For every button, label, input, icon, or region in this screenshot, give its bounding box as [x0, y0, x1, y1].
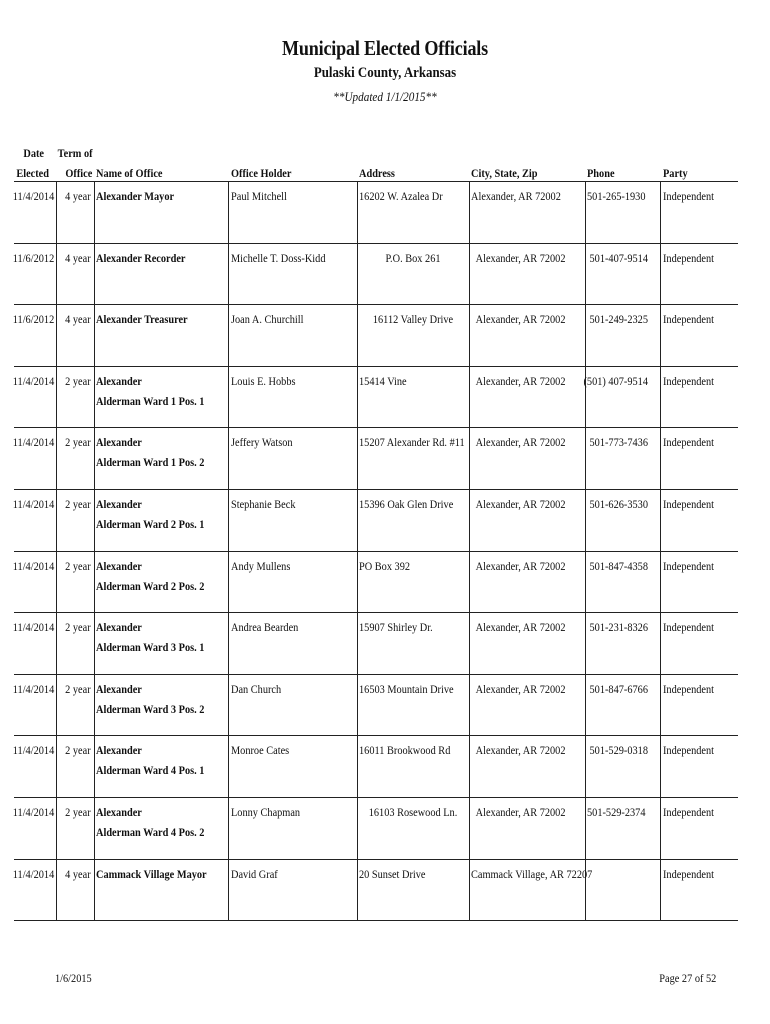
city-state-zip: Alexander, AR 72002: [476, 558, 566, 573]
column-divider: [357, 305, 358, 367]
office-name: Alexander: [96, 373, 142, 388]
column-divider: [56, 613, 57, 675]
column-divider: [585, 244, 586, 306]
office-name: Alexander Treasurer: [96, 312, 188, 327]
column-divider: [228, 367, 229, 429]
term-of-office: 2 year: [65, 620, 91, 635]
column-divider: [357, 182, 358, 244]
column-divider: [228, 860, 229, 922]
column-divider: [660, 244, 661, 306]
date-elected: 11/6/2012: [12, 312, 54, 327]
column-divider: [469, 613, 470, 675]
column-divider: [94, 367, 95, 429]
column-divider: [357, 736, 358, 798]
party: Independent: [663, 435, 715, 450]
office-holder: Joan A. Churchill: [231, 312, 304, 327]
column-divider: [469, 182, 470, 244]
updated-note: **Updated 1/1/2015**: [333, 89, 437, 104]
city-state-zip: Alexander, AR 72002: [476, 743, 566, 758]
column-divider: [56, 860, 57, 922]
column-divider: [585, 490, 586, 552]
office-holder: Dan Church: [231, 681, 282, 696]
column-divider: [660, 428, 661, 490]
phone: 501-529-0318: [589, 743, 648, 758]
term-of-office: 4 year: [65, 866, 91, 881]
column-divider: [357, 552, 358, 614]
phone: (501) 407-9514: [583, 373, 648, 388]
table-row: [0, 182, 770, 244]
column-divider: [357, 490, 358, 552]
phone: 501-773-7436: [589, 435, 648, 450]
address: 15907 Shirley Dr.: [359, 620, 433, 635]
column-divider: [56, 305, 57, 367]
office-holder: David Graf: [231, 866, 278, 881]
column-divider: [56, 182, 57, 244]
city-state-zip: Alexander, AR 72002: [476, 681, 566, 696]
date-elected: 11/4/2014: [12, 866, 54, 881]
column-divider: [228, 182, 229, 244]
column-divider: [585, 675, 586, 737]
party: Independent: [663, 681, 715, 696]
document-title: Municipal Elected Officials: [281, 36, 489, 60]
address: PO Box 392: [359, 558, 411, 573]
column-divider: [660, 675, 661, 737]
column-divider: [228, 675, 229, 737]
office-name-line2: Alderman Ward 4 Pos. 1: [96, 763, 205, 778]
column-divider: [469, 428, 470, 490]
column-divider: [94, 305, 95, 367]
city-state-zip: Alexander, AR 72002: [476, 250, 566, 265]
office-name-line2: Alderman Ward 4 Pos. 2: [96, 825, 205, 839]
phone: 501-407-9514: [589, 250, 648, 265]
date-elected: 11/4/2014: [12, 189, 54, 203]
term-of-office: 4 year: [65, 250, 91, 265]
column-divider: [56, 367, 57, 429]
office-name: Cammack Village Mayor: [96, 866, 207, 881]
column-divider: [94, 613, 95, 675]
column-divider: [94, 244, 95, 306]
office-name-line2: Alderman Ward 2 Pos. 1: [96, 517, 205, 531]
office-holder: Jeffery Watson: [231, 435, 293, 450]
office-name-line2: Alderman Ward 3 Pos. 2: [96, 701, 205, 716]
column-divider: [94, 798, 95, 860]
party: Independent: [663, 620, 715, 635]
date-elected: 11/4/2014: [12, 620, 54, 635]
phone: 501-847-4358: [589, 558, 648, 573]
party: Independent: [663, 805, 715, 819]
address: 20 Sunset Drive: [359, 866, 426, 881]
column-divider: [56, 675, 57, 737]
city-state-zip: Alexander, AR 72002: [476, 620, 566, 635]
column-divider: [660, 367, 661, 429]
header-date-line1: Date: [23, 146, 44, 160]
city-state-zip: Cammack Village, AR 72207: [471, 866, 593, 881]
column-divider: [585, 552, 586, 614]
party: Independent: [663, 497, 715, 511]
office-name-line2: Alderman Ward 3 Pos. 1: [96, 640, 205, 655]
header-term-line2: Office: [65, 166, 92, 180]
column-divider: [660, 305, 661, 367]
address: 15414 Vine: [359, 373, 407, 388]
date-elected: 11/4/2014: [12, 805, 54, 819]
date-elected: 11/4/2014: [12, 373, 54, 388]
phone: 501-231-8326: [589, 620, 648, 635]
column-divider: [357, 613, 358, 675]
office-name: Alexander: [96, 805, 142, 819]
column-divider: [660, 798, 661, 860]
column-divider: [94, 552, 95, 614]
column-divider: [660, 490, 661, 552]
column-divider: [585, 736, 586, 798]
column-divider: [228, 613, 229, 675]
office-holder: Stephanie Beck: [231, 497, 296, 511]
party: Independent: [663, 312, 715, 327]
party: Independent: [663, 250, 715, 265]
table-row: [0, 244, 770, 306]
address: 16503 Mountain Drive: [359, 681, 454, 696]
office-name-line2: Alderman Ward 2 Pos. 2: [96, 578, 205, 593]
table-row: [0, 367, 770, 429]
column-divider: [660, 736, 661, 798]
column-divider: [357, 675, 358, 737]
column-divider: [56, 552, 57, 614]
party: Independent: [663, 866, 715, 881]
header-address: Address: [359, 166, 395, 180]
document-subtitle: Pulaski County, Arkansas: [313, 65, 457, 81]
address: 15207 Alexander Rd. #11: [359, 435, 465, 450]
date-elected: 11/4/2014: [12, 435, 54, 450]
date-elected: 11/4/2014: [12, 558, 54, 573]
column-divider: [469, 552, 470, 614]
column-divider: [228, 244, 229, 306]
party: Independent: [663, 189, 715, 203]
address: 16011 Brookwood Rd: [359, 743, 451, 758]
column-divider: [357, 860, 358, 922]
column-divider: [228, 798, 229, 860]
table-row: [0, 675, 770, 737]
column-divider: [585, 182, 586, 244]
column-divider: [585, 428, 586, 490]
column-divider: [56, 736, 57, 798]
table-row: [0, 490, 770, 552]
city-state-zip: Alexander, AR 72002: [476, 805, 566, 819]
office-name: Alexander: [96, 743, 142, 758]
address: 16202 W. Azalea Dr: [359, 189, 443, 203]
table-row: [0, 736, 770, 798]
term-of-office: 2 year: [65, 497, 91, 511]
column-divider: [357, 428, 358, 490]
column-divider: [94, 182, 95, 244]
header-date-line2: Elected: [16, 166, 49, 180]
footer-date: 1/6/2015: [55, 971, 92, 985]
column-divider: [56, 490, 57, 552]
column-divider: [660, 860, 661, 922]
city-state-zip: Alexander, AR 72002: [476, 312, 566, 327]
phone: 501-626-3530: [589, 497, 648, 511]
office-holder: Lonny Chapman: [231, 805, 301, 819]
column-divider: [469, 244, 470, 306]
column-divider: [228, 736, 229, 798]
city-state-zip: Alexander, AR 72002: [476, 373, 566, 388]
header-city-state-zip: City, State, Zip: [471, 166, 538, 180]
term-of-office: 2 year: [65, 373, 91, 388]
office-holder: Andrea Bearden: [231, 620, 299, 635]
column-divider: [94, 736, 95, 798]
table-row: [0, 428, 770, 490]
column-divider: [660, 182, 661, 244]
office-name: Alexander: [96, 435, 142, 450]
column-divider: [56, 798, 57, 860]
header-phone: Phone: [587, 166, 615, 180]
column-divider: [228, 305, 229, 367]
header-party: Party: [663, 166, 688, 180]
column-divider: [228, 490, 229, 552]
column-divider: [469, 367, 470, 429]
city-state-zip: Alexander, AR 72002: [476, 435, 566, 450]
address: 15396 Oak Glen Drive: [359, 497, 454, 511]
phone: 501-529-2374: [587, 805, 646, 819]
header-office-holder: Office Holder: [231, 166, 292, 180]
column-divider: [660, 613, 661, 675]
office-name: Alexander: [96, 558, 142, 573]
address: 16112 Valley Drive: [372, 312, 454, 327]
row-divider: [14, 920, 738, 921]
city-state-zip: Alexander, AR 72002: [471, 189, 561, 203]
date-elected: 11/4/2014: [12, 681, 54, 696]
table-row: [0, 305, 770, 367]
office-name-line2: Alderman Ward 1 Pos. 1: [96, 393, 205, 408]
office-name: Alexander: [96, 497, 142, 511]
column-divider: [94, 490, 95, 552]
column-divider: [94, 860, 95, 922]
column-divider: [469, 736, 470, 798]
office-holder: Louis E. Hobbs: [231, 373, 296, 388]
city-state-zip: Alexander, AR 72002: [476, 497, 566, 511]
table-row: [0, 860, 770, 922]
date-elected: 11/4/2014: [12, 497, 54, 511]
column-divider: [585, 798, 586, 860]
column-divider: [469, 490, 470, 552]
column-divider: [94, 428, 95, 490]
column-divider: [228, 428, 229, 490]
phone: 501-249-2325: [589, 312, 648, 327]
office-holder: Michelle T. Doss-Kidd: [231, 250, 326, 265]
table-row: [0, 613, 770, 675]
office-holder: Monroe Cates: [231, 743, 290, 758]
office-holder: Andy Mullens: [231, 558, 291, 573]
office-name: Alexander Recorder: [96, 250, 186, 265]
party: Independent: [663, 373, 715, 388]
term-of-office: 4 year: [65, 189, 91, 203]
column-divider: [585, 305, 586, 367]
office-name-line2: Alderman Ward 1 Pos. 2: [96, 455, 205, 470]
column-divider: [56, 244, 57, 306]
party: Independent: [663, 743, 715, 758]
column-divider: [94, 675, 95, 737]
column-divider: [228, 552, 229, 614]
page-number: Page 27 of 52: [658, 971, 716, 985]
column-divider: [585, 613, 586, 675]
column-divider: [660, 552, 661, 614]
column-divider: [469, 860, 470, 922]
office-name: Alexander: [96, 620, 142, 635]
date-elected: 11/6/2012: [12, 250, 54, 265]
term-of-office: 2 year: [65, 743, 91, 758]
office-name: Alexander Mayor: [96, 189, 175, 203]
column-divider: [469, 675, 470, 737]
header-name-of-office: Name of Office: [96, 166, 163, 180]
column-divider: [357, 798, 358, 860]
table-row: [0, 552, 770, 614]
phone: 501-847-6766: [589, 681, 648, 696]
header-term-line1: Term of: [58, 146, 93, 160]
term-of-office: 2 year: [65, 558, 91, 573]
column-divider: [469, 305, 470, 367]
phone: 501-265-1930: [587, 189, 646, 203]
address: P.O. Box 261: [385, 250, 441, 265]
term-of-office: 2 year: [65, 805, 91, 819]
column-divider: [357, 367, 358, 429]
party: Independent: [663, 558, 715, 573]
term-of-office: 2 year: [65, 435, 91, 450]
table-row: [0, 798, 770, 860]
address: 16103 Rosewood Ln.: [368, 805, 458, 819]
column-divider: [357, 244, 358, 306]
date-elected: 11/4/2014: [12, 743, 54, 758]
column-divider: [56, 428, 57, 490]
office-holder: Paul Mitchell: [231, 189, 287, 203]
office-name: Alexander: [96, 681, 142, 696]
column-divider: [469, 798, 470, 860]
term-of-office: 4 year: [65, 312, 91, 327]
term-of-office: 2 year: [65, 681, 91, 696]
